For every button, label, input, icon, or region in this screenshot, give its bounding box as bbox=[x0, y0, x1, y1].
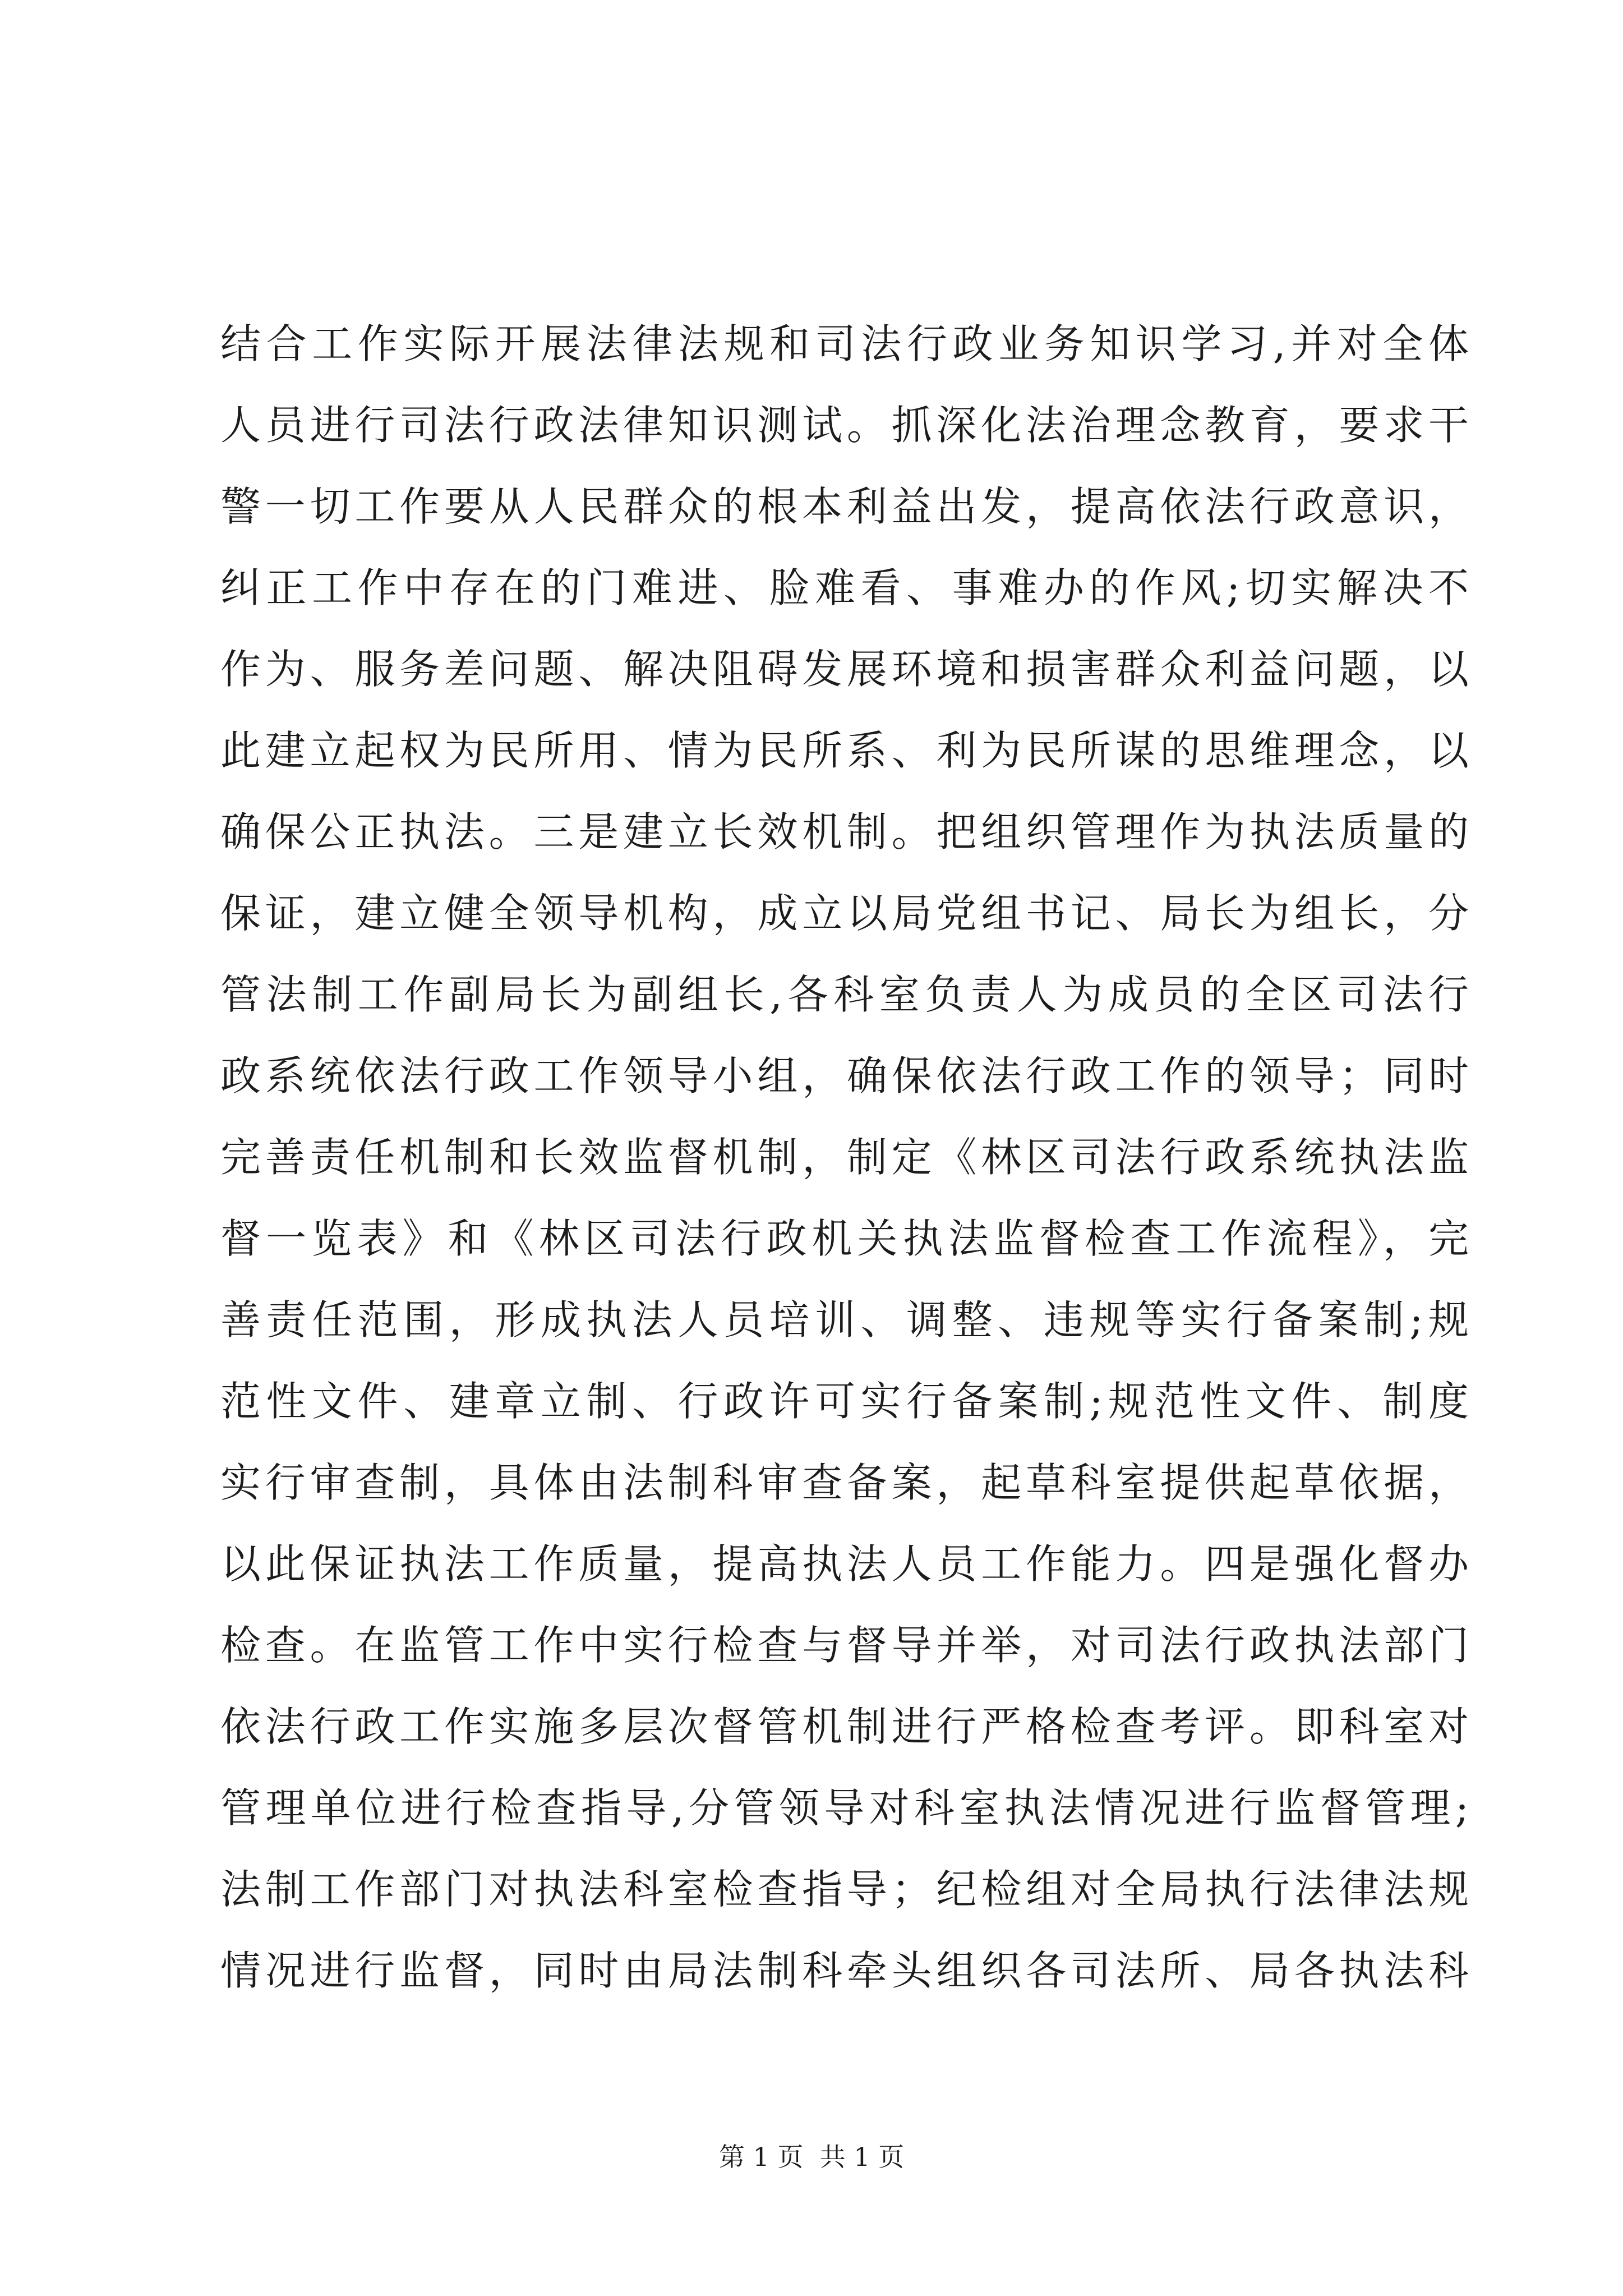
body-line: 警一切工作要从人民群众的根本利益出发，提高依法行政意识， bbox=[220, 483, 1469, 530]
body-line: 检查。在监管工作中实行检查与督导并举，对司法行政执法部门 bbox=[220, 1622, 1469, 1669]
body-line: 保证，建立健全领导机构，成立以局党组书记、局长为组长，分 bbox=[220, 890, 1469, 937]
body-line: 结合工作实际开展法律法规和司法行政业务知识学习,并对全体 bbox=[220, 320, 1469, 367]
body-line: 纠正工作中存在的门难进、脸难看、事难办的作风;切实解决不 bbox=[220, 564, 1469, 611]
body-line: 善责任范围，形成执法人员培训、调整、违规等实行备案制;规 bbox=[220, 1296, 1469, 1343]
body-line: 完善责任机制和长效监督机制，制定《林区司法行政系统执法监 bbox=[220, 1134, 1469, 1181]
body-line: 管法制工作副局长为副组长,各科室负责人为成员的全区司法行 bbox=[220, 971, 1469, 1018]
body-line: 实行审查制，具体由法制科审查备案，起草科室提供起草依据， bbox=[220, 1459, 1469, 1506]
body-line: 法制工作部门对执法科室检查指导；纪检组对全局执行法律法规 bbox=[220, 1866, 1469, 1913]
body-line: 管理单位进行检查指导,分管领导对科室执法情况进行监督管理; bbox=[220, 1784, 1469, 1832]
body-line: 作为、服务差问题、解决阻碍发展环境和损害群众利益问题，以 bbox=[220, 646, 1469, 693]
page-footer: 第 1 页 共 1 页 bbox=[718, 2142, 905, 2172]
body-line: 确保公正执法。三是建立长效机制。把组织管理作为执法质量的 bbox=[220, 808, 1469, 855]
body-line: 情况进行监督，同时由局法制科牵头组织各司法所、局各执法科 bbox=[220, 1947, 1469, 1994]
body-line: 人员进行司法行政法律知识测试。抓深化法治理念教育，要求干 bbox=[220, 402, 1469, 449]
body-line: 此建立起权为民所用、情为民所系、利为民所谋的思维理念，以 bbox=[220, 727, 1469, 774]
body-text bbox=[220, 303, 1469, 2012]
body-line: 政系统依法行政工作领导小组，确保依法行政工作的领导；同时 bbox=[220, 1052, 1469, 1099]
body-line: 以此保证执法工作质量，提高执法人员工作能力。四是强化督办 bbox=[220, 1540, 1469, 1588]
body-line: 范性文件、建章立制、行政许可实行备案制;规范性文件、制度 bbox=[220, 1378, 1469, 1425]
body-line: 依法行政工作实施多层次督管机制进行严格检查考评。即科室对 bbox=[220, 1703, 1469, 1750]
body-line: 督一览表》和《林区司法行政机关执法监督检查工作流程》，完 bbox=[220, 1215, 1469, 1262]
